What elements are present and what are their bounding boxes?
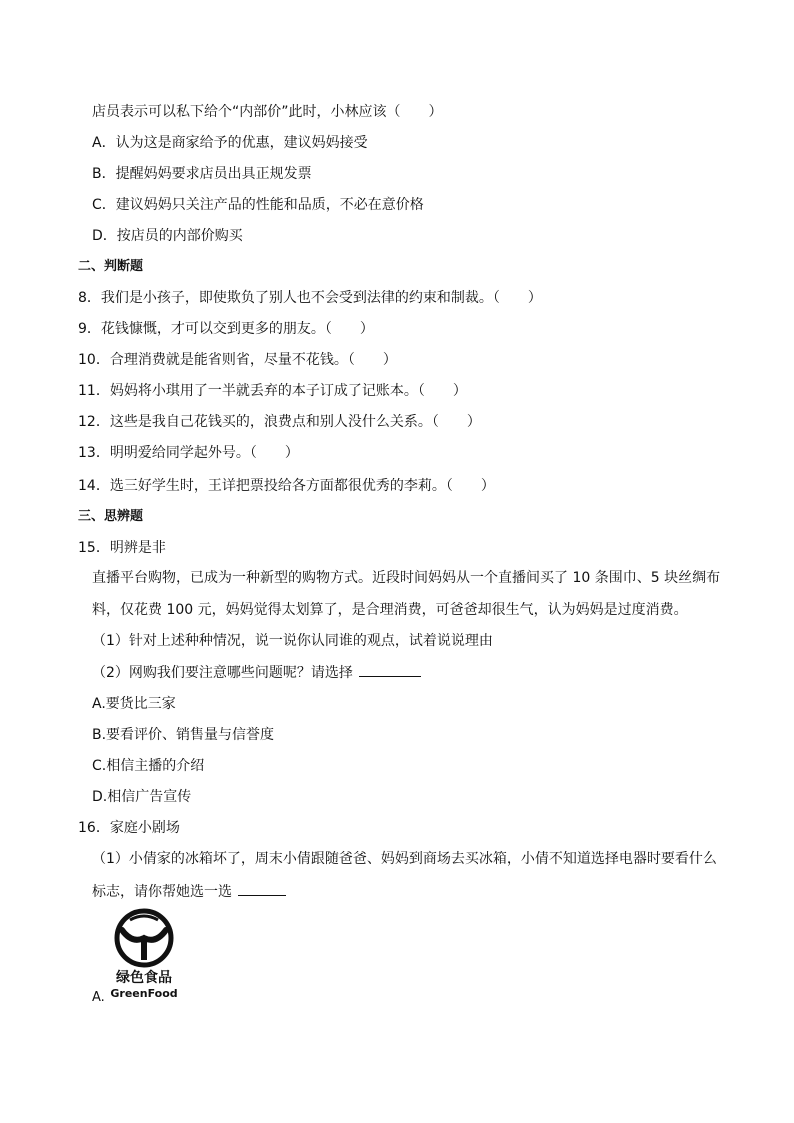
q16-sub1-line1: （1）小倩家的冰箱坏了，周末小倩跟随爸爸、妈妈到商场去买冰箱，小倩不知道选择电器时要看什么 [92, 851, 717, 867]
q16-option-a-label: A. [92, 990, 105, 1005]
q15-answer-blank[interactable] [359, 662, 421, 677]
judge-item-10: 10．合理消费就是能省则省，尽量不花钱。（ ） [78, 352, 397, 368]
section3-title: 三、思辨题 [78, 509, 144, 524]
q7-stem: 店员表示可以私下给个“内部价”此时，小林应该（ ） [92, 104, 443, 120]
judge-item-12: 12．这些是我自己花钱买的，浪费点和别人没什么关系。（ ） [78, 414, 481, 430]
logo-text-cn: 绿色食品 [116, 970, 172, 986]
q15-option-a: A.要货比三家 [92, 696, 176, 712]
judge-item-8: 8．我们是小孩子，即使欺负了别人也不会受到法律的约束和制裁。（ ） [78, 290, 542, 306]
q16-answer-blank[interactable] [238, 881, 286, 896]
q15-paragraph-line2: 料，仅花费 100 元，妈妈觉得太划算了，是合理消费，可爸爸却很生气，认为妈妈是过度消费。 [92, 602, 688, 618]
judge-item-14: 14．选三好学生时，王详把票投给各方面都很优秀的李莉。（ ） [78, 478, 495, 494]
q7-option-d: D．按店员的内部价购买 [92, 228, 243, 244]
logo-text-en: GreenFood [110, 987, 178, 1000]
judge-item-9: 9．花钱慷慨，才可以交到更多的朋友。（ ） [78, 321, 374, 337]
q7-option-b: B．提醒妈妈要求店员出具正规发票 [92, 166, 312, 182]
q15-option-d: D.相信广告宣传 [92, 789, 192, 805]
q15-sub1: （1）针对上述种种情况，说一说你认同谁的观点，试着说说理由 [92, 633, 493, 649]
q15-sub2 [92, 662, 421, 683]
q15-option-c: C.相信主播的介绍 [92, 758, 205, 774]
q16-title: 16．家庭小剧场 [78, 820, 180, 836]
judge-item-11: 11．妈妈将小琪用了一半就丢弃的本子订成了记账本。（ ） [78, 383, 467, 399]
q7-option-a: A．认为这是商家给予的优惠，建议妈妈接受 [92, 135, 368, 151]
section2-title: 二、判断题 [78, 259, 144, 274]
judge-item-13: 13．明明爱给同学起外号。（ ） [78, 445, 299, 461]
q16-sub1-line2-text: 标志，请你帮她选一选 [92, 884, 232, 900]
q16-sub1-line2 [92, 881, 286, 902]
q15-option-b: B.要看评价、销售量与信誉度 [92, 727, 275, 743]
q7-option-c: C．建议妈妈只关注产品的性能和品质，不必在意价格 [92, 197, 424, 213]
q15-sub2-text: （2）网购我们要注意哪些问题呢？请选择 [92, 665, 353, 681]
q15-title: 15．明辨是非 [78, 540, 166, 556]
green-food-logo-icon [108, 908, 180, 1000]
q15-paragraph-line1: 直播平台购物，已成为一种新型的购物方式。近段时间妈妈从一个直播间买了 10 条围巾、5 块丝绸布 [92, 570, 721, 586]
green-food-logo [108, 908, 180, 1000]
